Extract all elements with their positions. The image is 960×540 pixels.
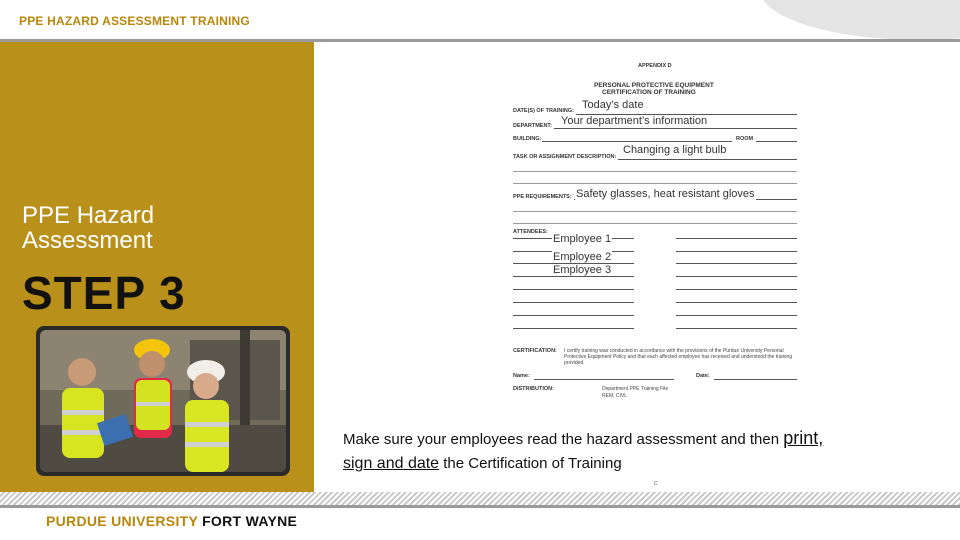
overlay-department-text: Your department’s information (561, 115, 708, 127)
overlay-employee-1 (552, 233, 612, 245)
overlay-employee-3-text: Employee 3 (553, 264, 612, 276)
overlay-employee-2-text: Employee 2 (553, 251, 612, 263)
name-label: Name: (513, 373, 530, 379)
overlay-employee-2 (552, 251, 612, 263)
date2-line (714, 379, 797, 380)
overlay-department (560, 115, 708, 127)
step-title: STEP 3 (22, 267, 186, 319)
department-line (554, 128, 797, 129)
task-line-1 (618, 159, 797, 160)
attendee-right-line-5 (676, 289, 797, 290)
certification-text: I certify training was conducted in accordance with the provisions of the Purdue University Personal Protective Equipment Policy and that each affected employee has received and understood the training provided. (564, 348, 793, 366)
date-label: DATE(S) OF TRAINING: (513, 108, 575, 114)
overlay-date (581, 99, 645, 111)
caption-emphasis-print: print, (783, 428, 824, 448)
overlay-ppe (575, 188, 756, 200)
workers-illustration (40, 330, 286, 472)
caption-part-1: Make sure your employees read the hazard assessment and then (343, 431, 784, 448)
workers-photo (40, 330, 286, 472)
form-heading-1: PERSONAL PROTECTIVE EQUIPMENT (594, 82, 714, 89)
overlay-task (622, 144, 727, 156)
attendee-right-line-6 (676, 302, 797, 303)
attendee-left-line-6 (513, 302, 634, 303)
task-line-3 (513, 183, 797, 184)
certification-label: CERTIFICATION: (513, 348, 557, 354)
distribution-label: DISTRIBUTION: (513, 386, 554, 392)
building-line (542, 141, 732, 142)
attendee-left-line-4 (513, 276, 634, 277)
attendee-right-line-7 (676, 315, 797, 316)
name-line (534, 379, 674, 380)
room-line (756, 141, 797, 142)
footer-divider (0, 505, 960, 508)
attendee-left-line-8 (513, 328, 634, 329)
attendee-right-line-8 (676, 328, 797, 329)
attendee-right-line-2 (676, 251, 797, 252)
ppe-line-3 (513, 223, 797, 224)
attendee-left-line-5 (513, 289, 634, 290)
page-header-title: PPE HAZARD ASSESSMENT TRAINING (19, 14, 250, 28)
form-heading-2: CERTIFICATION OF TRAINING (602, 89, 696, 96)
room-label: ROOM (736, 136, 754, 142)
date2-label: Date: (696, 373, 710, 379)
form-appendix: APPENDIX D (638, 63, 672, 69)
attendees-label: ATTENDEES: (513, 229, 548, 235)
distribution-text-2: REM, CIVL (602, 393, 628, 399)
logo-fort-wayne: FORT WAYNE (202, 513, 298, 529)
footer-stripe-band (0, 492, 960, 506)
building-label: BUILDING: (513, 136, 542, 142)
attendee-right-line-3 (676, 263, 797, 264)
tiny-mark: c (654, 480, 658, 487)
task-label: TASK OR ASSIGNMENT DESCRIPTION: (513, 154, 617, 160)
logo-purdue: PURDUE UNIVERSITY (46, 513, 198, 529)
section-subtitle (22, 203, 154, 253)
attendee-right-line-1 (676, 238, 797, 239)
ppe-certification-form (508, 58, 800, 399)
overlay-employee-1-text: Employee 1 (553, 233, 612, 245)
attendee-right-line-4 (676, 276, 797, 277)
distribution-text-1: Department PPE Training File (602, 386, 669, 392)
overlay-task-text: Changing a light bulb (623, 144, 727, 156)
subtitle-line-2: Assessment (22, 227, 153, 254)
task-line-2 (513, 171, 797, 172)
overlay-employee-3 (552, 264, 612, 276)
subtitle-line-1: PPE Hazard (22, 202, 155, 229)
attendee-left-line-7 (513, 315, 634, 316)
university-logo (46, 513, 297, 529)
caption-emphasis-sign-date: sign and date (343, 455, 440, 472)
overlay-date-text: Today’s date (582, 99, 644, 111)
caption-part-2: the Certification of Training (439, 455, 622, 472)
ppe-label: PPE REQUIREMENTS: (513, 194, 572, 200)
corner-decoration (760, 0, 960, 40)
instruction-caption (343, 426, 943, 476)
ppe-line-2 (513, 211, 797, 212)
department-label: DEPARTMENT: (513, 123, 553, 129)
overlay-ppe-text: Safety glasses, heat resistant gloves (576, 188, 755, 200)
